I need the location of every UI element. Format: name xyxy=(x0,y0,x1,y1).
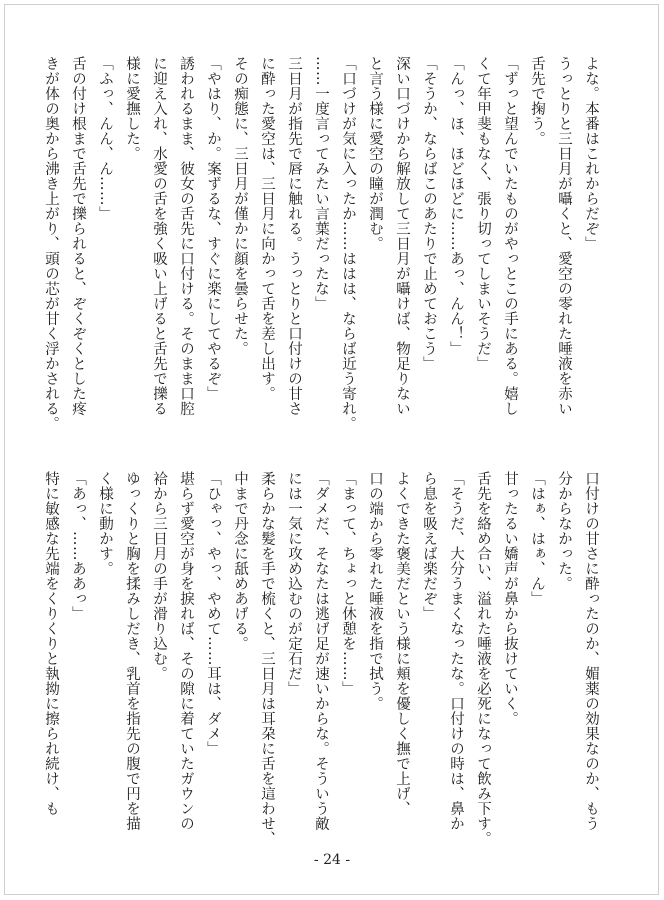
bottom-text-block xyxy=(37,471,604,861)
text-line: 甘ったるい嬌声が鼻から抜けていく。 xyxy=(502,471,518,726)
text-line: 「そうだ、大分うまくなったな。口付けの時は、鼻か xyxy=(448,471,464,831)
text-line: よくできた褒美だという様に頬を優しく撫で上げ、 xyxy=(394,471,410,816)
text-line: 「やはり、か。案ずるな、すぐに楽にしてやるぞ」 xyxy=(205,56,221,401)
text-line: 「んっ、ほ、ほどほどに……あっ、んん！」 xyxy=(448,56,464,356)
text-line: うっとりと三日月が囁くと、愛空の零れた唾液を赤い xyxy=(556,56,572,416)
text-line: には一気に攻め込むのが定石だ」 xyxy=(286,471,302,696)
text-line: 「ダメだ、そなたは逃げ足が速いからな。そういう敵 xyxy=(313,471,329,831)
text-line: くて年甲斐もなく、張り切ってしまいそうだ」 xyxy=(475,56,491,371)
text-line: 「はぁ、はぁ、ん」 xyxy=(529,471,545,606)
text-line: 特に敏感な先端をくりくりと執拗に擦られ続け、も xyxy=(43,471,59,816)
text-line: 柔らかな髪を手で梳くと、三日月は耳朶に舌を這わせ、 xyxy=(259,471,275,846)
text-line: 「口づけが気に入ったか……ははは、ならば近う寄れ。 xyxy=(340,56,356,431)
text-line: その痴態に、三日月が僅かに顔を曇らせた。 xyxy=(232,56,248,356)
text-line: ら息を吸えば楽だぞ」 xyxy=(421,471,437,621)
text-line: 舌の付け根まで舌先で擽られると、ぞくぞくとした疼 xyxy=(70,56,86,416)
text-line: きが体の奥から沸き上がり、頭の芯が甘く浮かされる。 xyxy=(43,56,59,431)
text-line: 中まで丹念に舐めあげる。 xyxy=(232,471,248,651)
text-line: 誘われるまま、彼女の舌先に口付ける。そのまま口腔 xyxy=(178,56,194,416)
text-line: 口の端から零れた唾液を指で拭う。 xyxy=(367,471,383,711)
text-line: 「ずっと望んでいたものがやっとこの手にある。嬉し xyxy=(502,56,518,416)
text-line: に酔った愛空は、三日月に向かって舌を差し出す。 xyxy=(259,56,275,401)
text-line: 「あっ、……ああっ」 xyxy=(70,471,86,621)
text-line: 舌先で掬う。 xyxy=(529,56,545,146)
text-line: 三日月が指先で唇に触れる。うっとりと口付けの甘さ xyxy=(286,56,302,416)
text-line: 口付けの甘さに酔ったのか、媚薬の効果なのか、もう xyxy=(583,471,599,831)
text-line: 舌先を絡め合い、溢れた唾液を必死になって飲み下す。 xyxy=(475,471,491,846)
text-line: よな。本番はこれからだぞ」 xyxy=(583,56,599,251)
text-line: 「まって、ちょっと休憩を……」 xyxy=(340,471,356,696)
text-line: 様に愛撫した。 xyxy=(124,56,140,161)
text-line: 深い口づけから解放して三日月が囁けば、物足りない xyxy=(394,56,410,416)
text-line: 分からなかった。 xyxy=(556,471,572,591)
page-number: - 24 - xyxy=(313,852,351,868)
text-line: く様に動かす。 xyxy=(97,471,113,576)
text-line: に迎え入れ、水愛の舌を強く吸い上げると舌先で擽る xyxy=(151,56,167,416)
text-line: 堪らず愛空が身を捩れば、その隙に着ていたガウンの xyxy=(178,471,194,831)
text-line: 「そうか、ならばこのあたりで止めておこう」 xyxy=(421,56,437,371)
text-line: ゆっくりと胸を揉みしだき、乳首を指先の腹で円を描 xyxy=(124,471,140,831)
text-line: と言う様に愛空の瞳が潤む。 xyxy=(367,56,383,251)
text-line: 「ふっ、んん、ん……」 xyxy=(97,56,113,221)
top-text-block xyxy=(37,56,604,446)
text-line: ……一度言ってみたい言葉だったな」 xyxy=(313,56,329,311)
text-line: 「ひゃっ、やっ、やめて……耳は、ダメ」 xyxy=(205,471,221,756)
text-line: 袷から三日月の手が滑り込む。 xyxy=(151,471,167,681)
